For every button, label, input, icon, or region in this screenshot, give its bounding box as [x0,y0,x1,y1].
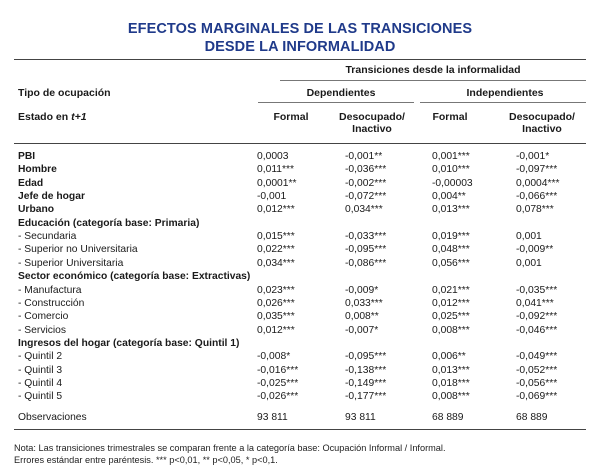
row-value-col-4: -0,069*** [516,391,558,403]
col-header-dep-formal-line1: Formal [273,111,309,123]
table-row [18,310,586,323]
row-value-col-2: 0,008** [345,311,379,323]
row-value-col-3: 0,025*** [432,311,470,323]
row-value-col-3: 0,018*** [432,377,470,389]
row-value-col-4: 0,0004*** [516,177,560,189]
table-row [18,337,586,350]
row-value-col-2: -0,001** [345,151,383,162]
dependientes-rule [258,102,414,103]
row-value-col-4: -0,001* [516,151,550,162]
row-value-col-3: 0,010*** [432,164,470,176]
row-label: Sector económico (categoría base: Extractivas) [18,271,251,283]
row-value-col-4: 0,001 [516,257,542,269]
row-value-col-3: 0,001*** [432,151,470,162]
row-value-col-3: 0,008*** [432,391,470,403]
col-header-dep-desocupado-line2: Inactivo [352,123,392,135]
row-value-col-2: -0,009* [345,284,379,296]
row-value-col-2: 0,034*** [345,204,383,216]
observations-value-2: 93 811 [345,412,376,423]
observations-value-3: 68 889 [432,412,464,423]
table-row [18,390,586,403]
note-line2: Errores estándar entre paréntesis. *** p<0,01, ** p<0,05, * p<0,1. [14,455,278,465]
row-label: Hombre [18,164,57,176]
header-tipo-ocupacion: Tipo de ocupación [18,87,111,99]
table-row [18,190,586,203]
row-label: PBI [18,151,36,162]
row-value-col-2: -0,002*** [345,177,387,189]
row-value-col-2: -0,149*** [345,377,387,389]
row-value-col-3: 0,013*** [432,364,470,376]
table-row [18,177,586,190]
row-value-col-1: 0,023*** [257,284,295,296]
row-value-col-1: -0,026*** [257,391,299,403]
row-value-col-4: -0,066*** [516,191,558,203]
independientes-rule [420,102,586,103]
col-header-ind-formal-line1: Formal [432,111,468,123]
row-value-col-4: -0,035*** [516,284,558,296]
table-title-line2: DESDE LA INFORMALIDAD [204,39,396,55]
row-value-col-4: -0,009** [516,244,554,256]
row-label: - Manufactura [18,284,82,296]
row-label: Jefe de hogar [18,191,85,203]
row-value-col-3: -0,00003 [432,177,473,189]
header-group-transiciones: Transiciones desde la informalidad [345,64,521,76]
row-value-col-3: 0,048*** [432,244,470,256]
row-label: Ingresos del hogar (categoría base: Quintil 1) [18,337,240,349]
row-value-col-1: 0,0001** [257,177,297,189]
row-value-col-4: -0,097*** [516,164,558,176]
row-value-col-1: 0,011*** [257,164,295,176]
row-value-col-2: -0,095*** [345,244,387,256]
table-row [18,163,586,176]
row-value-col-4: 0,041*** [516,297,554,309]
row-value-col-2: -0,033*** [345,231,387,243]
table-row [18,270,586,283]
group-rule [280,80,586,81]
table-row [18,257,586,270]
table-row [18,350,586,363]
row-value-col-4: -0,052*** [516,364,558,376]
header-estado-var: t+1 [71,111,87,123]
row-value-col-2: -0,095*** [345,351,387,363]
row-value-col-4: 0,001 [516,231,542,243]
row-value-col-1: 0,012*** [257,204,295,216]
row-value-col-2: 0,033*** [345,297,383,309]
row-label: - Superior Universitaria [18,257,124,269]
table-row [18,243,586,256]
row-value-col-2: -0,036*** [345,164,387,176]
row-value-col-4: -0,046*** [516,324,558,336]
table-row [18,284,586,297]
table-row [18,203,586,216]
row-value-col-2: -0,007* [345,324,379,336]
row-label: Urbano [18,204,55,216]
row-value-col-4: -0,049*** [516,351,558,363]
row-label: - Quintil 2 [18,351,63,363]
row-label: Edad [18,177,44,189]
observations-value-4: 68 889 [516,412,548,423]
row-value-col-1: 0,022*** [257,244,295,256]
row-value-col-2: -0,086*** [345,257,387,269]
row-value-col-3: 0,012*** [432,297,470,309]
header-dependientes: Dependientes [306,87,376,99]
row-value-col-3: 0,006** [432,351,466,363]
row-value-col-2: -0,138*** [345,364,387,376]
row-label: Educación (categoría base: Primaria) [18,217,200,229]
row-value-col-1: -0,001 [257,191,287,203]
row-value-col-4: -0,092*** [516,311,558,323]
row-value-col-1: 0,0003 [257,151,289,162]
header-estado [18,111,87,123]
col-header-dep-formal [256,111,326,123]
col-header-dep-desocupado [332,111,412,135]
table-row [18,217,586,230]
table-row [18,297,586,310]
row-label: - Construcción [18,297,85,309]
row-value-col-1: -0,016*** [257,364,299,376]
row-value-col-1: 0,026*** [257,297,295,309]
table-row [18,324,586,337]
row-value-col-3: 0,013*** [432,204,470,216]
row-label: - Servicios [18,324,67,336]
header-estado-prefix: Estado en [18,111,72,123]
table-row [18,230,586,243]
row-value-col-2: -0,177*** [345,391,387,403]
row-label: - Secundaria [18,231,77,243]
table-row [18,377,586,390]
row-label: - Comercio [18,311,69,323]
table-title-line1: EFECTOS MARGINALES DE LAS TRANSICIONES [127,21,473,37]
col-header-ind-formal [420,111,480,123]
bottom-rule [14,429,586,430]
note-line1: Nota: Las transiciones trimestrales se comparan frente a la categoría base: Ocupación Informal / Informal. [14,443,446,453]
top-rule [14,59,586,60]
col-header-dep-desocupado-line1: Desocupado/ [339,111,405,123]
row-value-col-2: -0,072*** [345,191,387,203]
observations-row [18,411,586,424]
col-header-ind-desocupado-line1: Desocupado/ [509,111,575,123]
row-value-col-3: 0,019*** [432,231,470,243]
row-value-col-4: 0,078*** [516,204,554,216]
col-header-ind-desocupado-line2: Inactivo [522,123,562,135]
observations-label: Observaciones [18,412,87,423]
observations-value-1: 93 811 [257,412,288,423]
row-value-col-3: 0,056*** [432,257,470,269]
col-header-ind-desocupado [500,111,584,135]
row-value-col-4: -0,056*** [516,377,558,389]
header-bottom-rule [14,143,586,144]
row-label: - Quintil 3 [18,364,63,376]
row-value-col-1: 0,015*** [257,231,295,243]
row-value-col-1: -0,025*** [257,377,299,389]
row-label: - Quintil 4 [18,377,63,389]
row-value-col-3: 0,021*** [432,284,470,296]
row-label: - Superior no Universitaria [18,244,138,256]
row-value-col-1: -0,008* [257,351,291,363]
row-value-col-1: 0,034*** [257,257,295,269]
header-independientes: Independientes [466,87,544,99]
row-value-col-1: 0,012*** [257,324,295,336]
table-row [18,150,586,163]
row-value-col-3: 0,004** [432,191,466,203]
row-label: - Quintil 5 [18,391,63,403]
row-value-col-3: 0,008*** [432,324,470,336]
row-value-col-1: 0,035*** [257,311,295,323]
table-row [18,364,586,377]
table-title [0,20,600,56]
